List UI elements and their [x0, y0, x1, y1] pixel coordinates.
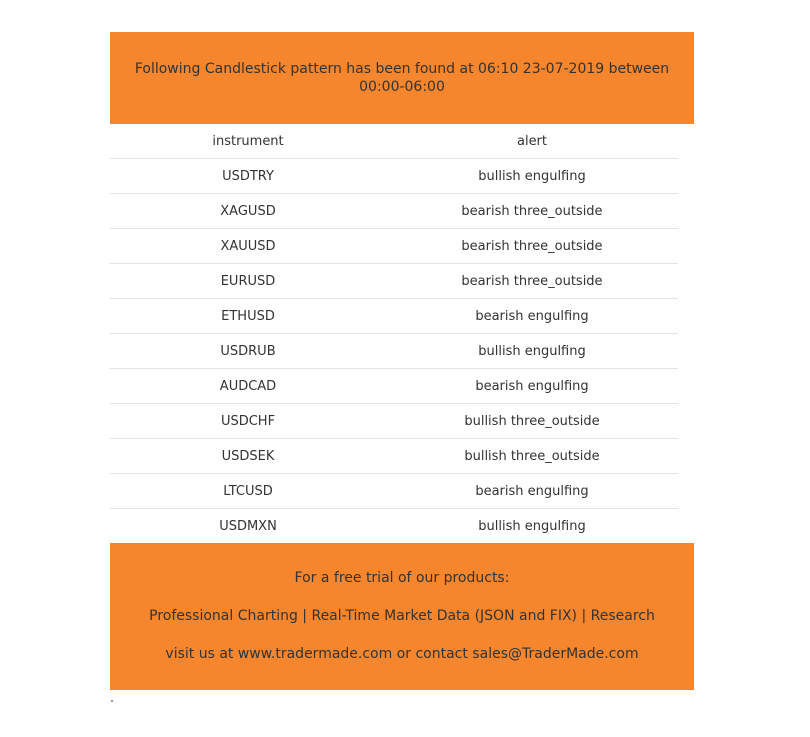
instrument-cell: USDRUB — [110, 334, 386, 369]
table-row — [110, 439, 678, 474]
column-header-instrument: instrument — [110, 124, 386, 159]
table-row — [110, 299, 678, 334]
alert-cell: bullish three_outside — [386, 439, 678, 474]
column-header-alert: alert — [386, 124, 678, 159]
instrument-cell: USDTRY — [110, 159, 386, 194]
alert-email — [110, 32, 694, 690]
table-row — [110, 334, 678, 369]
alert-cell: bearish three_outside — [386, 229, 678, 264]
table-row — [110, 264, 678, 299]
alert-cell: bearish engulfing — [386, 369, 678, 404]
table-row — [110, 194, 678, 229]
alert-cell: bearish three_outside — [386, 194, 678, 229]
table-row — [110, 369, 678, 404]
table-row — [110, 509, 678, 544]
instrument-cell: EURUSD — [110, 264, 386, 299]
instrument-cell: USDSEK — [110, 439, 386, 474]
alert-message: Following Candlestick pattern has been found at 06:10 23-07-2019 between 00:00-06:00 — [134, 61, 670, 95]
instrument-cell: USDCHF — [110, 404, 386, 439]
alert-cell: bullish engulfing — [478, 518, 586, 534]
alert-cell: bullish three_outside — [386, 404, 678, 439]
header-banner — [110, 32, 694, 124]
table-row — [110, 474, 678, 509]
instrument-cell: ETHUSD — [110, 299, 386, 334]
instrument-cell: USDMXN — [219, 518, 277, 534]
alert-cell: bearish engulfing — [386, 474, 678, 509]
footer-banner — [110, 543, 694, 690]
free-trial-text: For a free trial of our products: — [294, 570, 510, 586]
contact-text: visit us at www.tradermade.com or contact sales@TraderMade.com — [165, 646, 639, 662]
products-text: Professional Charting | Real-Time Market Data (JSON and FIX) | Research — [149, 608, 655, 624]
instrument-cell: AUDCAD — [110, 369, 386, 404]
table-row — [110, 404, 678, 439]
alert-cell: bullish engulfing — [386, 334, 678, 369]
table-row — [110, 159, 678, 194]
alert-cell: bullish engulfing — [386, 159, 678, 194]
alert-cell: bearish three_outside — [386, 264, 678, 299]
table-row — [110, 229, 678, 264]
alerts-table — [110, 124, 678, 543]
instrument-cell: LTCUSD — [110, 474, 386, 509]
alert-cell: bearish engulfing — [386, 299, 678, 334]
trailing-dot — [111, 700, 113, 702]
table-header-row — [110, 124, 678, 159]
instrument-cell: XAUUSD — [110, 229, 386, 264]
instrument-cell: XAGUSD — [110, 194, 386, 229]
